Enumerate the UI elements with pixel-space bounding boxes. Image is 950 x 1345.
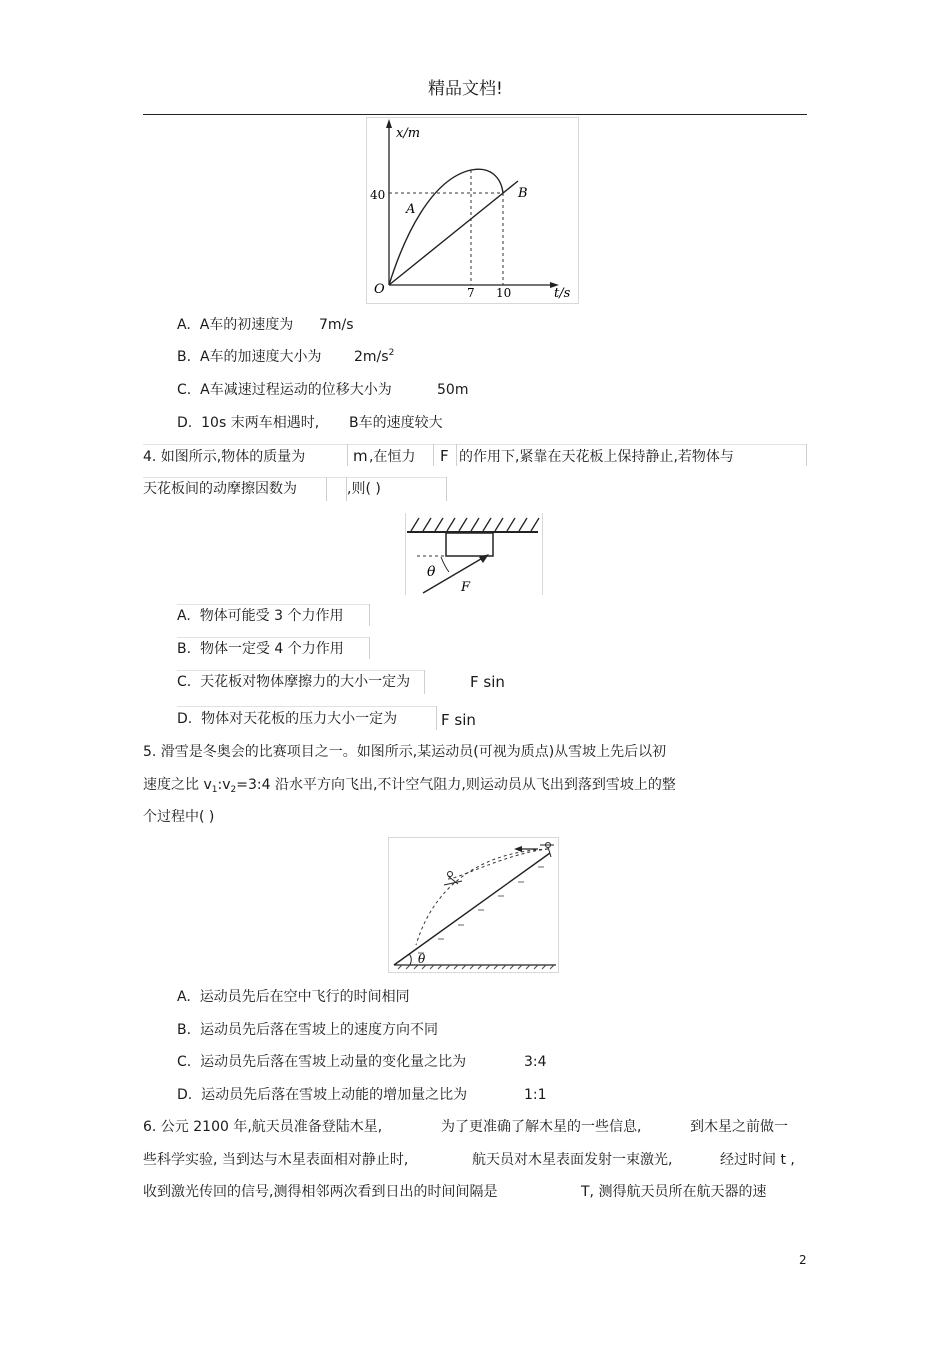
q6-line1-b: 为了更准确了解木星的一些信息, xyxy=(441,1119,642,1135)
theta-arc xyxy=(409,954,411,965)
q3-option-d: D. 10s 末两车相遇时, xyxy=(177,415,320,431)
ceiling-hatching xyxy=(411,518,539,531)
trajectory-1 xyxy=(416,849,548,945)
q6-line1-a: 6. 公元 2100 年,航天员准备登陆木星, xyxy=(143,1119,383,1135)
q4-line1-b: ,在恒力 xyxy=(369,449,416,465)
block xyxy=(446,533,493,556)
q5-line2: 速度之比 $v_1:v_2=3:4$ 沿水平方向飞出,不计空气阻力,则运动员从飞出到落到雪坡上的整 xyxy=(143,777,676,795)
velocity-arrow-head xyxy=(514,846,522,852)
q5-option-a: A. 运动员先后在空中飞行的时间相同 xyxy=(177,989,410,1005)
curve-a xyxy=(389,169,503,285)
x-axis-label: t/s xyxy=(554,286,571,301)
q3-option-b-value: $2m/s^2$ xyxy=(354,348,395,365)
header-rule xyxy=(143,114,807,115)
theta-label: θ xyxy=(427,564,436,580)
slope-hatching xyxy=(418,867,544,953)
force-label: F xyxy=(461,580,471,595)
q4-line1-a: 4. 如图所示,物体的质量为 xyxy=(143,449,306,465)
q3-option-b: B. A车的加速度大小为 xyxy=(177,349,322,365)
q4-line1-c: 的作用下,紧靠在天花板上保持静止,若物体与 xyxy=(459,449,734,465)
y-axis-label: x/m xyxy=(396,126,421,141)
line-b xyxy=(389,181,518,285)
q4-line2-b: ,则( ) xyxy=(347,481,381,497)
xt-graph-figure xyxy=(366,117,580,305)
curve-a-label: A xyxy=(406,202,416,217)
q3-option-c-value: 50m xyxy=(437,382,469,398)
y-axis-arrow xyxy=(386,119,392,128)
q5-line1: 5. 滑雪是冬奥会的比赛项目之一。如图所示,某运动员(可视为质点)从雪坡上先后以初 xyxy=(143,744,667,760)
q5-option-b: B. 运动员先后落在雪坡上的速度方向不同 xyxy=(177,1022,438,1038)
page-number: 2 xyxy=(799,1253,807,1267)
q4-mass-symbol: m xyxy=(353,447,368,465)
q6-line3-a: 收到激光传回的信号,测得相邻两次看到日出的时间间隔是 xyxy=(143,1184,498,1200)
q4-option-c-value: F sin xyxy=(470,673,505,691)
theta-arc xyxy=(441,557,449,572)
q5-line3: 个过程中( ) xyxy=(143,809,215,825)
q6-line2-b: 航天员对木星表面发射一束激光, xyxy=(472,1152,673,1168)
ceiling-block-figure xyxy=(405,513,543,595)
q5-option-c: C. 运动员先后落在雪坡上动量的变化量之比为 xyxy=(177,1054,467,1070)
theta-label: θ xyxy=(418,952,426,966)
q5-option-d-value: 1:1 xyxy=(524,1087,547,1103)
q3-option-a-value: 7m/s xyxy=(319,317,354,333)
x-tick-10: 10 xyxy=(496,286,512,300)
q4-option-b: B. 物体一定受 4 个力作用 xyxy=(177,641,344,657)
q6-line3-b: T, 测得航天员所在航天器的速 xyxy=(581,1184,767,1200)
q4-line2-a: 天花板间的动摩擦因数为 xyxy=(143,481,297,497)
q3-option-d-value: B车的速度较大 xyxy=(349,415,443,431)
x-tick-7: 7 xyxy=(467,286,475,300)
q4-force-symbol: F xyxy=(440,447,449,465)
page-header-title: 精品文档! xyxy=(428,79,503,99)
origin-label: O xyxy=(374,282,385,297)
q3-option-c: C. A车减速过程运动的位移大小为 xyxy=(177,382,392,398)
y-tick-40: 40 xyxy=(370,188,386,202)
q4-option-a: A. 物体可能受 3 个力作用 xyxy=(177,608,344,624)
q6-line2-c: 经过时间 t , xyxy=(720,1152,795,1168)
q4-option-c: C. 天花板对物体摩擦力的大小一定为 xyxy=(177,674,411,690)
skier-mid xyxy=(444,872,462,886)
q6-line2-a: 些科学实验, 当到达与木星表面相对静止时, xyxy=(143,1152,409,1168)
q6-line1-c: 到木星之前做一 xyxy=(690,1119,788,1135)
ski-slope-figure xyxy=(388,837,560,974)
line-b-label: B xyxy=(518,186,528,201)
q4-option-d: D. 物体对天花板的压力大小一定为 xyxy=(177,711,398,727)
q4-option-d-value: F sin xyxy=(441,711,476,729)
trajectory-2 xyxy=(448,849,548,879)
q3-option-a: A. A车的初速度为 xyxy=(177,317,294,333)
q5-option-d: D. 运动员先后落在雪坡上动能的增加量之比为 xyxy=(177,1087,468,1103)
q5-option-c-value: 3:4 xyxy=(524,1054,547,1070)
